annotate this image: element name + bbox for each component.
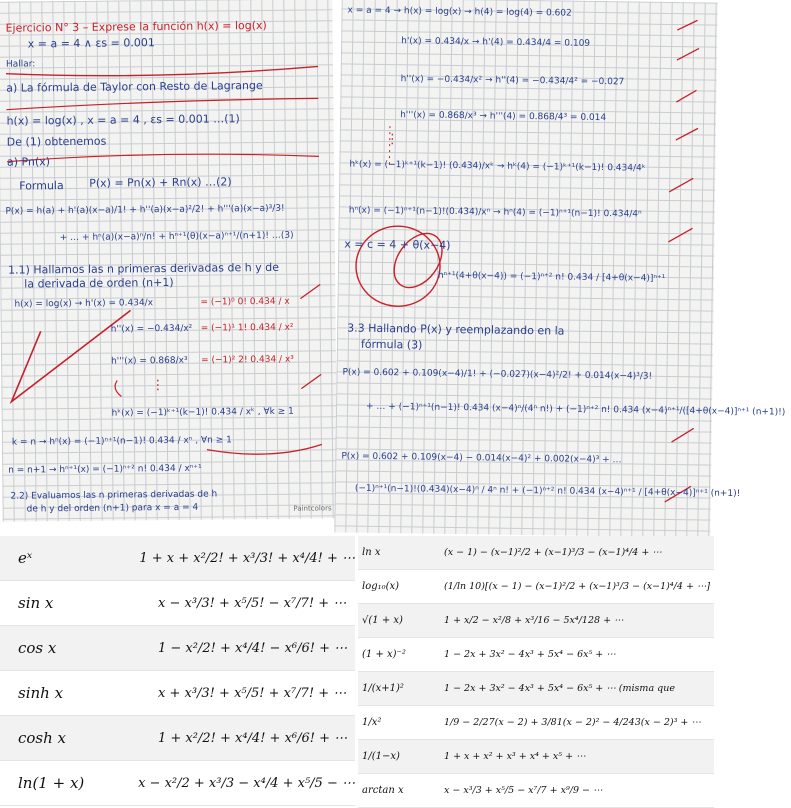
maclaurin-series-tables xyxy=(0,536,714,802)
table-row xyxy=(0,716,355,761)
table-row xyxy=(0,761,355,806)
function-cell: eˣ xyxy=(18,549,33,567)
derivative-0-general: = (−1)⁰ 0! 0.434 / x xyxy=(200,296,290,308)
notebook-page-right xyxy=(334,0,786,538)
table-row xyxy=(358,604,714,638)
function-cell: 1/(x+1)² xyxy=(362,683,404,694)
series-table-right xyxy=(358,536,714,808)
table-row xyxy=(358,570,714,604)
item-a: a) La fórmula de Taylor con Resto de Lagrange xyxy=(6,78,263,95)
derivative-1: h''(x) = −0.434/x² xyxy=(110,323,193,335)
formula: P(x) = Pn(x) + Rn(x) …(2) xyxy=(89,175,232,190)
function-cell: 1/x² xyxy=(362,717,382,728)
derivative-2-general: = (−1)² 2! 0.434 / x³ xyxy=(201,354,294,366)
function-cell: sin x xyxy=(18,594,54,612)
data-line: h(x) = log(x) , x = a = 4 , εs = 0.001 …(1) xyxy=(6,112,240,128)
right-line-5: hᵏ(x) = (−1)ᵏ⁺¹(k−1)! (0.434)/xᵏ → hᵏ(4) = (−1)ᵏ⁺¹(k−1)! 0.434/4ᵏ xyxy=(349,159,646,174)
right-line-10: fórmula (3) xyxy=(360,337,423,352)
right-line-1: x = a = 4 → h(x) = log(x) → h(4) = log(4) = 0.602 xyxy=(347,5,572,19)
function-cell: ln(1 + x) xyxy=(18,774,85,792)
series-table-left xyxy=(0,536,355,806)
taylor-poly-1: P(x) = 0.602 + 0.109(x−4)/1! + (−0.027)(x−4)²/2! + 0.014(x−4)³/3! xyxy=(342,367,653,382)
series-cell: 1 + x + x²/2! + x³/3! + x⁴/4! + ⋯ xyxy=(139,550,355,566)
derivative-n: k = n → hⁿ(x) = (−1)ⁿ⁺¹(n−1)! 0.434 / xⁿ , ∀n ≥ 1 xyxy=(11,435,232,448)
polynomial-line-1: P(x) = h(a) + h'(a)(x−a)/1! + h''(a)(x−a)²/2! + h'''(a)(x−a)³/3! xyxy=(5,203,285,217)
derivative-1-general: = (−1)¹ 1! 0.434 / x² xyxy=(200,322,294,334)
right-line-6: hⁿ(x) = (−1)ⁿ⁺¹(n−1)!(0.434)/xⁿ → hⁿ(4) = (−1)ⁿ⁺¹(n−1)! 0.434/4ⁿ xyxy=(348,205,642,220)
function-cell: arctan x xyxy=(362,785,404,796)
dots: ⋮ xyxy=(151,378,165,394)
derivative-2: h'''(x) = 0.868/x³ xyxy=(111,355,188,367)
series-cell: x − x³/3 + x⁵/5 − x⁷/7 + x⁹/9 − ⋯ xyxy=(444,785,603,796)
series-cell: x + x³/3! + x⁵/5! + x⁷/7! + ⋯ xyxy=(158,685,347,701)
series-cell: 1 + x/2 − x²/8 + x³/16 − 5x⁴/128 + ⋯ xyxy=(444,615,624,626)
table-row xyxy=(358,774,714,808)
notebook-page-left xyxy=(0,0,338,522)
right-line-3: h''(x) = −0.434/x² → h''(4) = −0.434/4² = −0.027 xyxy=(400,74,625,88)
item-pn: a) Pn(x) xyxy=(6,155,51,169)
right-dots: ⋮ xyxy=(385,132,399,148)
right-line-8: hⁿ⁺¹(4+θ(x−4)) = (−1)ⁿ⁺² n! 0.434 / [4+θ(x−4)]ⁿ⁺¹ xyxy=(437,270,666,284)
from-1: De (1) obtenemos xyxy=(6,134,107,149)
function-cell: cosh x xyxy=(18,729,67,747)
subheading-2: 2.2) Evaluamos las n primeras derivadas de h xyxy=(10,489,218,502)
right-line-7: x = c = 4 + θ(x−4) xyxy=(344,237,451,252)
series-cell: (x − 1) − (x−1)²/2 + (x−1)³/3 − (x−1)⁴/4 + ⋯ xyxy=(444,547,662,558)
series-cell: 1 + x²/2! + x⁴/4! + x⁶/6! + ⋯ xyxy=(158,730,348,746)
paintcolors-logo: Paintcolors xyxy=(293,504,332,513)
subheading-1b: la derivada de orden (n+1) xyxy=(24,275,174,291)
function-cell: 1/(1−x) xyxy=(362,751,400,762)
series-cell: 1 − x²/2! + x⁴/4! − x⁶/6! + ⋯ xyxy=(158,640,348,656)
table-row xyxy=(358,672,714,706)
taylor-poly-2: + … + (−1)ⁿ⁺¹(n−1)! 0.434 (x−4)ⁿ/(4ⁿ n!) + (−1)ⁿ⁺² n! 0.434 (x−4)ⁿ⁺¹/([4+θ(x−4)]ⁿ⁺¹ (n+1)!) xyxy=(365,401,786,418)
table-row xyxy=(358,638,714,672)
derivative-k: hᵏ(x) = (−1)ᵏ⁺¹(k−1)! 0.434 / xᵏ , ∀k ≥ 1 xyxy=(111,406,294,419)
series-cell: x − x²/2 + x³/3 − x⁴/4 + x⁵/5 − ⋯ xyxy=(138,775,355,791)
taylor-poly-3: P(x) = 0.602 + 0.109(x−4) − 0.014(x−4)² + 0.002(x−4)³ + … xyxy=(341,451,622,466)
table-row xyxy=(0,626,355,671)
given-values: x = a = 4 ∧ εs = 0.001 xyxy=(27,36,155,51)
table-row xyxy=(358,706,714,740)
taylor-poly-4: (−1)ⁿ⁺¹(n−1)!(0.434)(x−4)ⁿ / 4ⁿ n! + (−1)ⁿ⁺² n! 0.434 (x−4)ⁿ⁺¹ / [4+θ(x−4)]ⁿ⁺¹ (n+1)! xyxy=(354,483,741,500)
formula-label: Formula xyxy=(19,179,64,193)
exercise-heading: Ejercicio N° 3 – Exprese la función h(x) = log(x) xyxy=(5,18,267,35)
table-row xyxy=(0,671,355,716)
polynomial-line-2: + … + hⁿ(a)(x−a)ⁿ/n! + hⁿ⁺¹(θ)(x−a)ⁿ⁺¹/(n+1)! …(3) xyxy=(59,230,294,244)
series-cell: x − x³/3! + x⁵/5! − x⁷/7! + ⋯ xyxy=(158,595,347,611)
series-cell: 1/9 − 2/27(x − 2) + 3/81(x − 2)² − 4/243(x − 2)³ + ⋯ xyxy=(444,717,701,728)
series-cell: 1 − 2x + 3x² − 4x³ + 5x⁴ − 6x⁵ + ⋯ (misma que xyxy=(444,683,675,694)
function-cell: sinh x xyxy=(18,684,64,702)
derivative-n-plus-1: n = n+1 → hⁿ⁺¹(x) = (−1)ⁿ⁺² n! 0.434 / xⁿ⁺¹ xyxy=(8,463,202,476)
table-row xyxy=(0,581,355,626)
function-cell: cos x xyxy=(18,639,57,657)
right-line-2: h'(x) = 0.434/x → h'(4) = 0.434/4 = 0.109 xyxy=(401,36,591,49)
series-cell: (1/ln 10)[(x − 1) − (x−1)²/2 + (x−1)³/3 − (x−1)⁴/4 + ⋯] xyxy=(444,581,711,592)
right-line-4: h'''(x) = 0.868/x³ → h'''(4) = 0.868/4³ = 0.014 xyxy=(400,110,607,124)
table-row xyxy=(358,536,714,570)
series-cell: 1 + x + x² + x³ + x⁴ + x⁵ + ⋯ xyxy=(444,751,586,762)
function-cell: (1 + x)⁻² xyxy=(362,649,406,660)
subheading-1: 1.1) Hallamos las n primeras derivadas de h y de xyxy=(8,260,280,277)
derivative-0: h(x) = log(x) → h'(x) = 0.434/x xyxy=(14,298,154,310)
series-cell: 1 − 2x + 3x² − 4x³ + 5x⁴ − 6x⁵ + ⋯ xyxy=(444,649,616,660)
function-cell: √(1 + x) xyxy=(362,615,403,626)
function-cell: log₁₀(x) xyxy=(362,581,400,592)
subheading-2b: de h y del orden (n+1) para x = a = 4 xyxy=(26,502,199,515)
table-row xyxy=(0,536,355,581)
right-line-9: 3.3 Hallando P(x) y reemplazando en la xyxy=(347,321,565,338)
function-cell: ln x xyxy=(362,547,381,558)
hallar-label: Hallar: xyxy=(5,59,36,70)
table-row xyxy=(358,740,714,774)
